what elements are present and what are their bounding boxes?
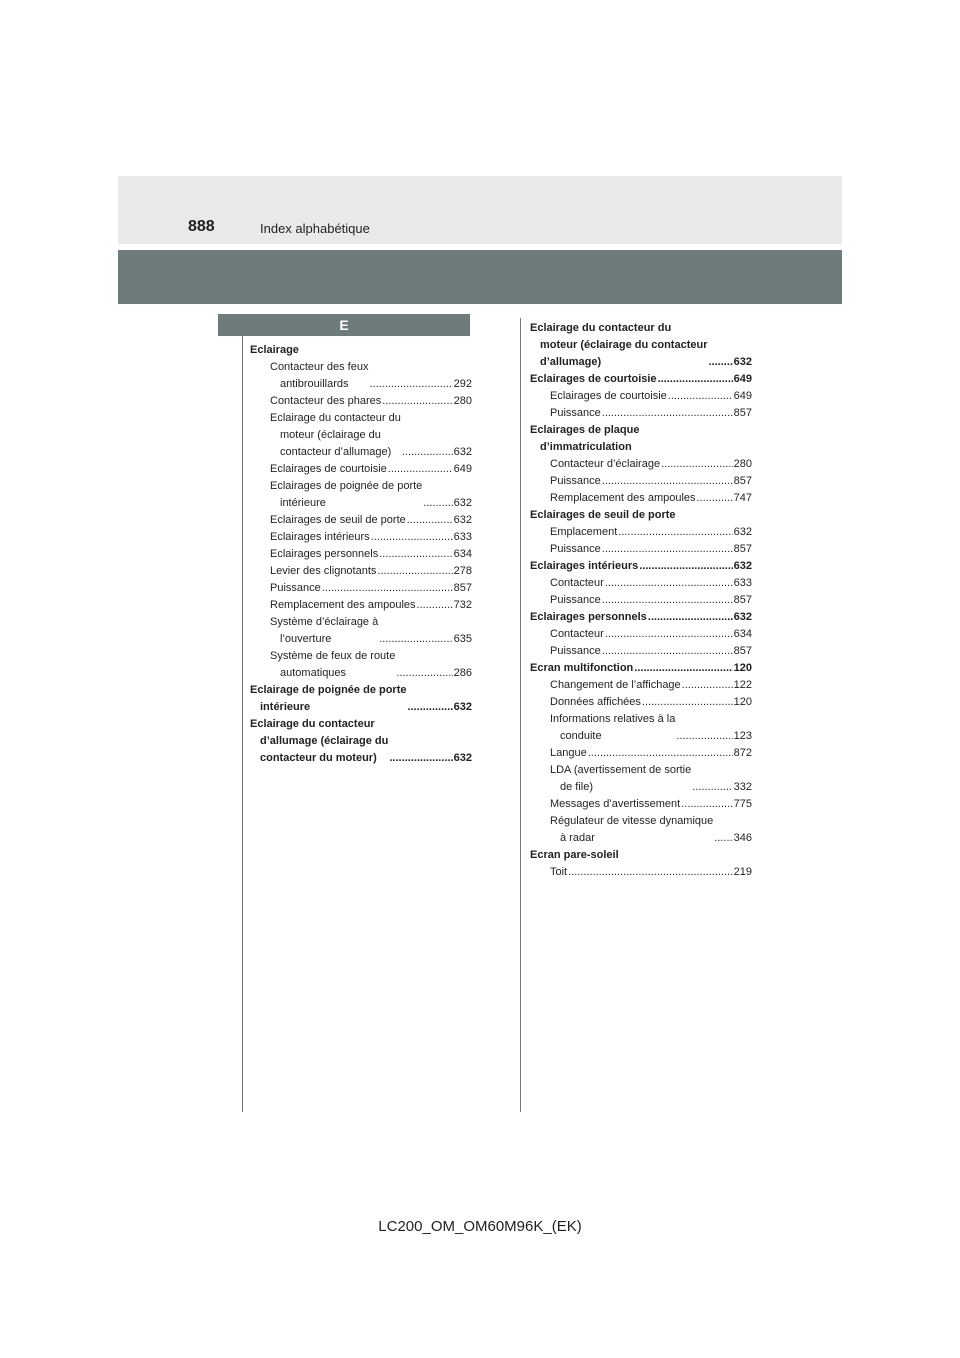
index-subentry xyxy=(250,614,472,648)
dot-leader xyxy=(588,745,733,762)
entry-text-line: Toit xyxy=(550,866,568,878)
entry-text-line: Puissance xyxy=(270,582,321,594)
index-subentry xyxy=(250,597,472,614)
dot-leader xyxy=(605,575,733,592)
entry-text-line: Eclairage xyxy=(250,344,299,356)
dot-leader xyxy=(389,750,452,767)
entry-text-line: Eclairages intérieurs xyxy=(270,531,370,543)
index-subentry xyxy=(530,694,752,711)
entry-text-line: Eclairages de courtoisie xyxy=(530,373,657,385)
index-entry xyxy=(530,558,752,575)
entry-text-line: de file) xyxy=(560,781,594,793)
entry-text-line: Eclairage de poignée de porte xyxy=(250,684,407,696)
entry-text-line: Ecran pare-soleil xyxy=(530,849,619,861)
left-column-rule xyxy=(242,336,243,1112)
dot-leader xyxy=(369,376,452,393)
entry-text-line: Puissance xyxy=(550,594,601,606)
page-reference: 632 xyxy=(453,514,472,526)
entry-text-line: Contacteur xyxy=(550,577,604,589)
dot-leader xyxy=(322,580,453,597)
entry-text-line: Contacteur des feux xyxy=(270,361,369,373)
entry-text-line: Eclairages de courtoisie xyxy=(270,463,387,475)
entry-text-line: Contacteur d’éclairage xyxy=(550,458,661,470)
entry-text-line: LDA (avertissement de sortie xyxy=(550,764,692,776)
index-subentry xyxy=(250,529,472,546)
page-reference: 280 xyxy=(733,458,752,470)
index-subentry xyxy=(530,405,752,422)
dot-leader xyxy=(379,546,452,563)
dot-leader xyxy=(377,563,452,580)
page-reference: 857 xyxy=(733,407,752,419)
entry-text-line: Eclairage du contacteur xyxy=(250,718,375,730)
entry-text-line: conduite xyxy=(560,730,602,742)
index-subentry xyxy=(530,456,752,473)
entry-text-line: Changement de l’affichage xyxy=(550,679,681,691)
page-reference: 292 xyxy=(453,378,472,390)
page-reference: 632 xyxy=(453,701,472,713)
entry-text-line: Contacteur xyxy=(550,628,604,640)
page-reference: 634 xyxy=(733,628,752,640)
page-reference: 346 xyxy=(733,832,752,844)
page-reference: 857 xyxy=(733,543,752,555)
entry-text-line: Eclairage du contacteur du xyxy=(270,412,401,424)
index-entry xyxy=(530,660,752,677)
index-subentry xyxy=(530,388,752,405)
dot-leader xyxy=(709,354,733,371)
page-reference: 857 xyxy=(733,645,752,657)
page-reference: 632 xyxy=(453,752,472,764)
index-subentry xyxy=(250,393,472,410)
index-entry xyxy=(530,609,752,626)
entry-text-line: Système d’éclairage à xyxy=(270,616,379,628)
entry-text-line: Système de feux de route xyxy=(270,650,396,662)
index-column-right xyxy=(530,320,752,881)
dot-leader xyxy=(407,512,453,529)
dot-leader xyxy=(634,660,732,677)
page-reference: 632 xyxy=(733,526,752,538)
page-reference: 278 xyxy=(453,565,472,577)
index-subentry xyxy=(250,546,472,563)
index-column-left xyxy=(250,342,472,767)
entry-text-line: Eclairages de plaque xyxy=(530,424,640,436)
index-entry xyxy=(250,682,472,716)
entry-text-line: Langue xyxy=(550,747,587,759)
index-subentry xyxy=(530,592,752,609)
page-reference: 120 xyxy=(733,696,752,708)
dot-leader xyxy=(639,558,732,575)
dot-leader xyxy=(602,643,733,660)
entry-text-line: Données affichées xyxy=(550,696,641,708)
entry-text-line: Levier des clignotants xyxy=(270,565,377,577)
entry-text-line: à radar xyxy=(560,832,595,844)
document-footer: LC200_OM_OM60M96K_(EK) xyxy=(378,1218,582,1235)
index-subentry xyxy=(250,359,472,393)
dot-leader xyxy=(402,444,453,461)
index-subentry xyxy=(530,643,752,660)
dot-leader xyxy=(371,529,453,546)
page-reference: 634 xyxy=(453,548,472,560)
page-reference: 632 xyxy=(453,446,472,458)
dot-leader xyxy=(602,405,733,422)
entry-text-line: Eclairage du contacteur du xyxy=(530,322,672,334)
entry-text-line: intérieure xyxy=(260,701,311,713)
dot-leader xyxy=(697,490,733,507)
index-entry xyxy=(250,342,472,359)
entry-text-line: Puissance xyxy=(550,543,601,555)
entry-text-line: Remplacement des ampoules xyxy=(550,492,696,504)
entry-text-line: l’ouverture xyxy=(280,633,332,645)
page-reference: 632 xyxy=(733,560,752,572)
dot-leader xyxy=(417,597,453,614)
index-entry xyxy=(250,716,472,767)
dot-leader xyxy=(661,456,733,473)
page-reference: 633 xyxy=(733,577,752,589)
dot-leader xyxy=(602,541,733,558)
entry-text-line: moteur (éclairage du xyxy=(280,429,381,441)
index-entry xyxy=(530,320,752,371)
dot-leader xyxy=(658,371,733,388)
index-subentry xyxy=(250,563,472,580)
entry-text-line: Régulateur de vitesse dynamique xyxy=(550,815,714,827)
entry-text-line: d’allumage) xyxy=(540,356,602,368)
index-subentry xyxy=(530,745,752,762)
entry-text-line: intérieure xyxy=(280,497,326,509)
page-reference: 286 xyxy=(453,667,472,679)
index-entry xyxy=(530,422,752,456)
dot-leader xyxy=(602,473,733,490)
dot-leader xyxy=(605,626,733,643)
page-reference: 632 xyxy=(733,356,752,368)
entry-text-line: Eclairages de courtoisie xyxy=(550,390,667,402)
dot-leader xyxy=(568,864,733,881)
entry-text-line: Puissance xyxy=(550,407,601,419)
index-subentry xyxy=(250,410,472,461)
page-reference: 857 xyxy=(733,594,752,606)
entry-text-line: Ecran multifonction xyxy=(530,662,634,674)
index-subentry xyxy=(530,813,752,847)
entry-text-line: Eclairages de seuil de porte xyxy=(270,514,406,526)
right-column-rule xyxy=(520,318,521,1112)
index-entry xyxy=(530,507,752,524)
dot-leader xyxy=(408,699,453,716)
dot-leader xyxy=(423,495,452,512)
page-reference: 649 xyxy=(733,390,752,402)
section-title: Index alphabétique xyxy=(260,221,370,236)
entry-text-line: Emplacement xyxy=(550,526,618,538)
index-subentry xyxy=(250,580,472,597)
index-subentry xyxy=(530,677,752,694)
page-reference: 219 xyxy=(733,866,752,878)
dot-leader xyxy=(648,609,733,626)
page-reference: 123 xyxy=(733,730,752,742)
index-subentry xyxy=(530,524,752,541)
page-reference: 872 xyxy=(733,747,752,759)
page-reference: 632 xyxy=(453,497,472,509)
entry-text-line: d’immatriculation xyxy=(540,441,632,453)
page-reference: 775 xyxy=(733,798,752,810)
index-entry xyxy=(530,847,752,864)
dot-leader xyxy=(642,694,733,711)
index-subentry xyxy=(530,541,752,558)
entry-text-line: Puissance xyxy=(550,475,601,487)
index-subentry xyxy=(530,711,752,745)
section-letter: E xyxy=(339,317,349,333)
section-letter-bar xyxy=(218,314,470,336)
index-subentry xyxy=(530,490,752,507)
index-subentry xyxy=(250,512,472,529)
dot-leader xyxy=(692,779,732,796)
page-reference: 857 xyxy=(453,582,472,594)
entry-text-line: Eclairages de poignée de porte xyxy=(270,480,423,492)
dot-leader xyxy=(714,830,732,847)
index-subentry xyxy=(530,796,752,813)
page-reference: 649 xyxy=(453,463,472,475)
dot-leader xyxy=(681,796,732,813)
dot-leader xyxy=(676,728,732,745)
entry-text-line: d’allumage (éclairage du xyxy=(260,735,389,747)
page-reference: 122 xyxy=(733,679,752,691)
page-reference: 857 xyxy=(733,475,752,487)
page-reference: 732 xyxy=(453,599,472,611)
entry-text-line: Informations relatives à la xyxy=(550,713,676,725)
dot-leader xyxy=(388,461,453,478)
index-subentry xyxy=(250,461,472,478)
index-subentry xyxy=(530,575,752,592)
page-reference: 120 xyxy=(733,662,752,674)
entry-text-line: Eclairages de seuil de porte xyxy=(530,509,676,521)
page-reference: 332 xyxy=(733,781,752,793)
index-entry xyxy=(530,371,752,388)
page-reference: 747 xyxy=(733,492,752,504)
dot-leader xyxy=(602,592,733,609)
page-reference: 635 xyxy=(453,633,472,645)
dot-leader xyxy=(396,665,452,682)
entry-text-line: contacteur du moteur) xyxy=(260,752,377,764)
dot-leader xyxy=(668,388,733,405)
page-reference: 280 xyxy=(453,395,472,407)
index-subentry xyxy=(250,478,472,512)
index-subentry xyxy=(530,864,752,881)
entry-text-line: Eclairages personnels xyxy=(270,548,379,560)
index-subentry xyxy=(250,648,472,682)
page-reference: 632 xyxy=(733,611,752,623)
dot-leader xyxy=(682,677,733,694)
entry-text-line: contacteur d’allumage) xyxy=(280,446,392,458)
entry-text-line: Puissance xyxy=(550,645,601,657)
dot-leader xyxy=(382,393,452,410)
entry-text-line: Messages d’avertissement xyxy=(550,798,681,810)
entry-text-line: Eclairages intérieurs xyxy=(530,560,639,572)
index-subentry xyxy=(530,473,752,490)
entry-text-line: antibrouillards xyxy=(280,378,349,390)
entry-text-line: Contacteur des phares xyxy=(270,395,382,407)
page-reference: 633 xyxy=(453,531,472,543)
index-subentry xyxy=(530,762,752,796)
entry-text-line: Eclairages personnels xyxy=(530,611,647,623)
dot-leader xyxy=(618,524,732,541)
index-subentry xyxy=(530,626,752,643)
header-bar xyxy=(118,250,842,304)
page-number: 888 xyxy=(188,218,215,235)
page-reference: 649 xyxy=(733,373,752,385)
entry-text-line: automatiques xyxy=(280,667,347,679)
dot-leader xyxy=(379,631,452,648)
header-top-band xyxy=(118,176,842,244)
entry-text-line: Remplacement des ampoules xyxy=(270,599,416,611)
entry-text-line: moteur (éclairage du contacteur xyxy=(540,339,708,351)
